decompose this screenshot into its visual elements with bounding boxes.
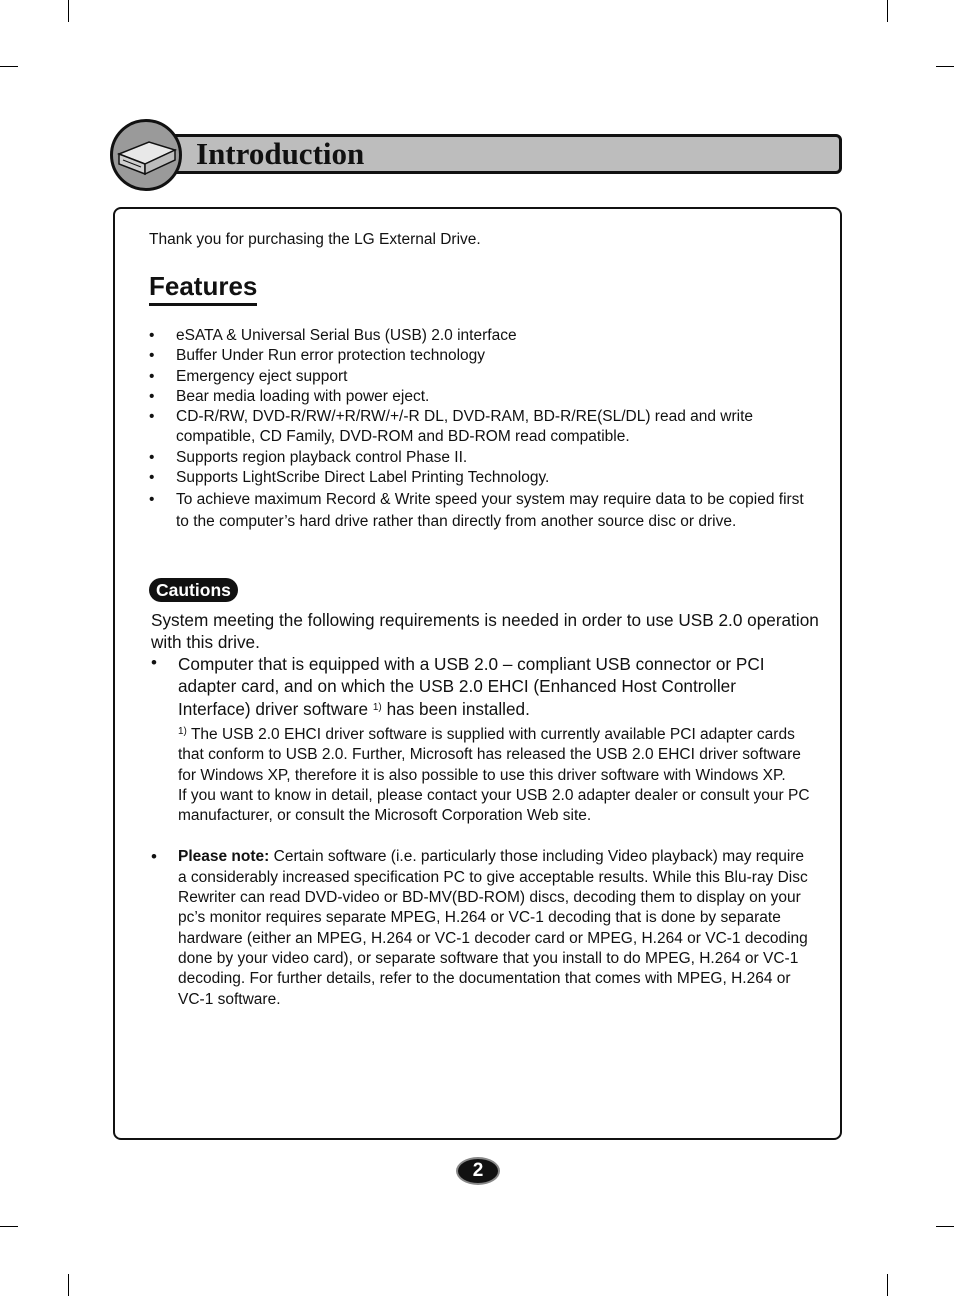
feature-item: • Emergency eject support [149, 367, 819, 387]
note-label: Please note: [178, 848, 270, 866]
cautions-intro: System meeting the following requirements is needed in order to use USB 2.0 operation with this drive. [151, 610, 819, 652]
crop-mark [936, 66, 954, 67]
requirement-text-main: Computer that is equipped with a USB 2.0 – compliant USB connector or PCI adapter card, and on which the USB 2.0 EHCI (Enhanced Host Controller Interface) driver software [178, 654, 765, 719]
footnote-marker: 1) [372, 702, 382, 713]
crop-mark [68, 0, 69, 22]
feature-item: • Buffer Under Run error protection technology [149, 346, 819, 366]
crop-mark [0, 1226, 18, 1227]
feature-item: • To achieve maximum Record & Write speed your system may require data to be copied first to the computer’s hard drive rather than directly from another source disc or drive. [149, 489, 819, 533]
footnote [178, 722, 811, 826]
feature-item: • Supports LightScribe Direct Label Printing Technology. [149, 468, 819, 488]
note-item [151, 847, 811, 1009]
footnote-body: The USB 2.0 EHCI driver software is supplied with currently available PCI adapter cards that conform to USB 2.0. Further, Microsoft has released the USB 2.0 EHCI driver software for Windows XP, therefore it is also possible to use this driver software with Windows XP. [178, 726, 801, 784]
feature-item: • Supports region playback control Phase II. [149, 448, 819, 468]
crop-mark [887, 1274, 888, 1296]
requirement-item [151, 653, 811, 826]
footnote-contact: If you want to know in detail, please contact your USB 2.0 adapter dealer or consult your PC manufacturer, or consult the Microsoft Corporation Web site. [178, 786, 810, 825]
feature-item: • CD-R/RW, DVD-R/RW/+R/RW/+/-R DL, DVD-RAM, BD-R/RE(SL/DL) read and write compatible, CD Family, DVD-ROM and BD-ROM read compatible. [149, 407, 819, 448]
features-list [149, 326, 819, 533]
footnote-marker: 1) [178, 726, 187, 737]
crop-mark [68, 1274, 69, 1296]
page-number: 2 [456, 1157, 500, 1185]
feature-item: • eSATA & Universal Serial Bus (USB) 2.0 interface [149, 326, 819, 346]
feature-item: • Bear media loading with power eject. [149, 387, 819, 407]
optical-drive-icon [110, 119, 182, 191]
footnote-text [178, 722, 811, 786]
intro-text: Thank you for purchasing the LG External Drive. [149, 231, 481, 248]
cautions-list [151, 653, 811, 1010]
note-text: Certain software (i.e. particularly those including Video playback) may require a considerably increased specification PC to give acceptable results. While this Blu-ray Disc Rewriter can read DVD-video or BD-MV(BD-ROM) discs, decoding them to display on your pc’s monitor requires separate MPEG, H.264 or VC-1 decoding that is done by separate hardware (either an MPEG, H.264 or VC-1 decoder card or MPEG, H.264 or VC-1 decoding done by your video card), or separate software that you install to do MPEG, H.264 or VC-1 decoding. For further details, refer to the documentation that comes with MPEG, H.264 or VC-1 software. [178, 848, 808, 1008]
crop-mark [0, 66, 18, 67]
requirement-text [178, 653, 811, 720]
page-title: Introduction [196, 136, 365, 171]
requirement-text-end: has been installed. [386, 699, 530, 719]
features-heading: Features [149, 270, 257, 306]
cautions-badge: Cautions [149, 578, 238, 602]
crop-mark [887, 0, 888, 22]
crop-mark [936, 1226, 954, 1227]
